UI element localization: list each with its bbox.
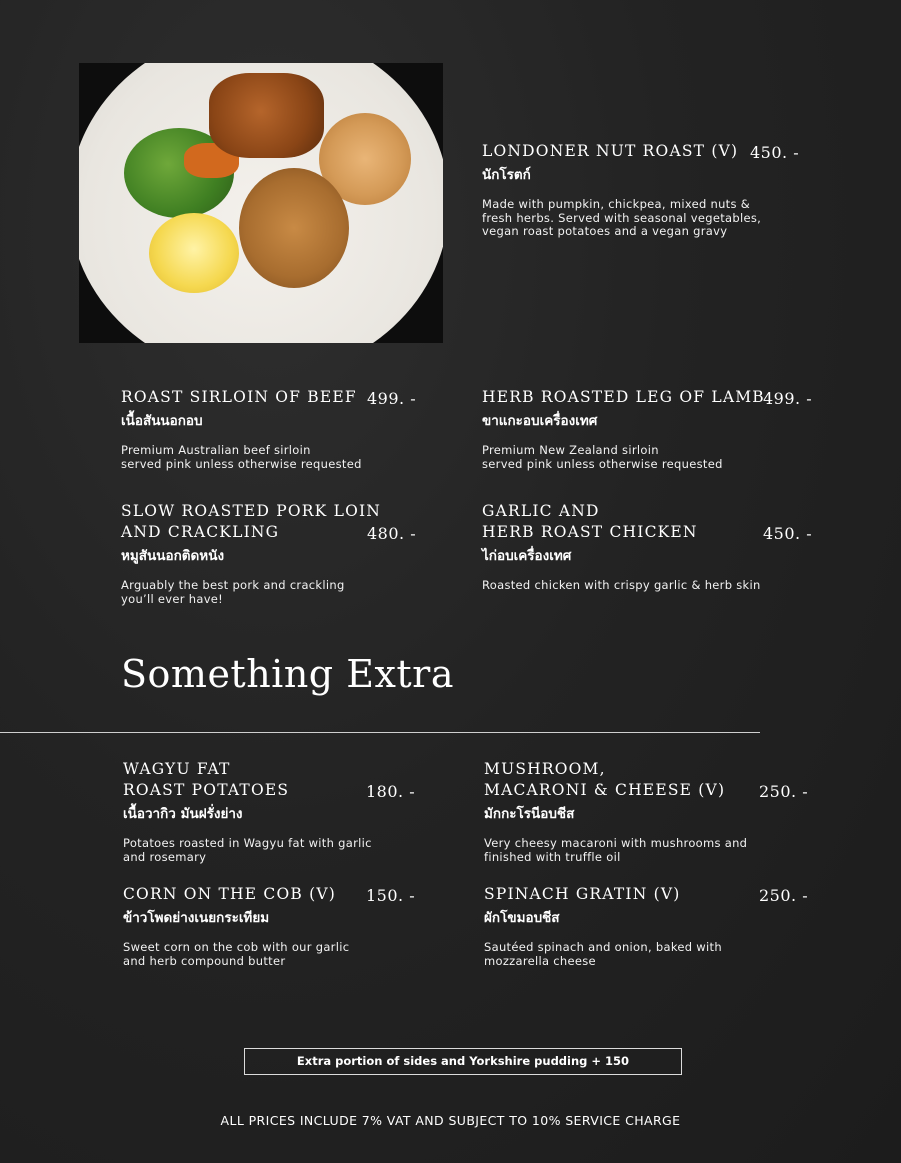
item-description: Sautéed spinach and onion, baked with mozzarella cheese: [484, 940, 722, 968]
menu-item: [482, 501, 842, 593]
item-thai-name: ขาแกะอบเครื่องเทศ: [482, 413, 598, 429]
item-description: Premium Australian beef sirloin served pink unless otherwise requested: [121, 443, 362, 471]
item-name: GARLIC AND HERB ROAST CHICKEN: [482, 502, 698, 541]
item-price: 499. -: [763, 389, 813, 408]
item-description: Arguably the best pork and crackling you’ll ever have!: [121, 578, 345, 606]
item-price: 450. -: [750, 143, 800, 162]
menu-item: [123, 884, 453, 968]
item-price: 450. -: [763, 524, 813, 543]
menu-item: [484, 884, 844, 968]
extra-portion-note: Extra portion of sides and Yorkshire pudding + 150: [244, 1048, 682, 1075]
item-thai-name: ไก่อบเครื่องเทศ: [482, 548, 572, 564]
item-name: HERB ROASTED LEG OF LAMB: [482, 388, 765, 406]
item-name: LONDONER NUT ROAST (V): [482, 142, 739, 160]
item-thai-name: มักกะโรนีอบชีส: [484, 806, 575, 822]
menu-item: [482, 387, 842, 471]
item-name: ROAST SIRLOIN OF BEEF: [121, 388, 357, 406]
menu-item: [482, 141, 842, 239]
item-price: 150. -: [366, 886, 416, 905]
menu-item: [484, 759, 844, 864]
section-title: Something Extra: [121, 652, 454, 696]
food-plate-photo: [79, 63, 443, 343]
menu-item: [121, 501, 451, 606]
item-thai-name: ข้าวโพดย่างเนยกระเทียม: [123, 910, 270, 926]
item-thai-name: ผักโขมอบชีส: [484, 910, 560, 926]
item-name: WAGYU FAT ROAST POTATOES: [123, 760, 290, 799]
menu-item: [121, 387, 451, 471]
item-name: SLOW ROASTED PORK LOIN AND CRACKLING: [121, 502, 382, 541]
menu-item: [123, 759, 453, 864]
item-name: SPINACH GRATIN (V): [484, 885, 681, 903]
section-divider: [0, 732, 760, 733]
item-price: 250. -: [759, 782, 809, 801]
item-thai-name: เนื้อวากิว มันฝรั่งย่าง: [123, 806, 243, 822]
item-description: Very cheesy macaroni with mushrooms and finished with truffle oil: [484, 836, 748, 864]
item-description: Sweet corn on the cob with our garlic and herb compound butter: [123, 940, 350, 968]
item-thai-name: หมูสันนอกติดหนัง: [121, 548, 225, 564]
item-price: 250. -: [759, 886, 809, 905]
item-thai-name: นักโรตก์: [482, 167, 531, 183]
vat-service-note: ALL PRICES INCLUDE 7% VAT AND SUBJECT TO 10% SERVICE CHARGE: [220, 1113, 681, 1128]
item-name: MUSHROOM, MACARONI & CHEESE (V): [484, 760, 726, 799]
item-thai-name: เนื้อสันนอกอบ: [121, 413, 203, 429]
item-price: 499. -: [367, 389, 417, 408]
cauliflower-cheese: [149, 213, 239, 293]
nut-roast: [239, 168, 349, 288]
item-description: Potatoes roasted in Wagyu fat with garlic and rosemary: [123, 836, 372, 864]
item-description: Made with pumpkin, chickpea, mixed nuts & fresh herbs. Served with seasonal vegetables, vegan roast potatoes and a vegan gravy: [482, 197, 762, 238]
item-price: 180. -: [366, 782, 416, 801]
item-description: Premium New Zealand sirloin served pink unless otherwise requested: [482, 443, 723, 471]
item-price: 480. -: [367, 524, 417, 543]
item-description: Roasted chicken with crispy garlic & herb skin: [482, 578, 761, 592]
item-name: CORN ON THE COB (V): [123, 885, 336, 903]
roast-potatoes: [209, 73, 324, 158]
